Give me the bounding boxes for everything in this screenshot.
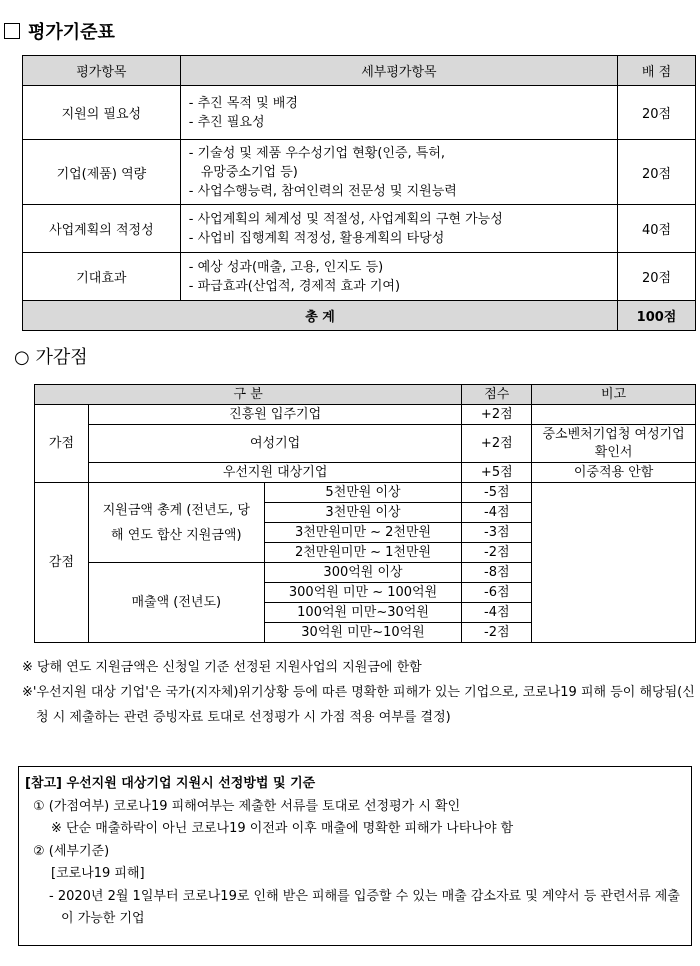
table-row: 100억원 미만~30억원 -4점	[35, 603, 696, 623]
table-row: 300억원 미만 ~ 100억원 -6점	[35, 583, 696, 603]
section2-title: ○ 가감점	[14, 347, 88, 368]
table-row: 3천만원 이상 -4점	[35, 503, 696, 523]
table-row: 우선지원 대상기업 +5점 이중적용 안함	[35, 463, 696, 483]
table-row: 여성기업 +2점 중소벤처기업청 여성기업 확인서	[35, 425, 696, 463]
section-title: 평가기준표	[4, 18, 115, 44]
table-row: 기업(제품) 역량 - 기술성 및 제품 우수성기업 현황(인증, 특허, 유망중소기업 등) - 사업수행능력, 참여인력의 전문성 및 지원능력 20점	[23, 140, 696, 205]
table-row: 감점 지원금액 총계 (전년도, 당해 연도 합산 지원금액) 5천만원 이상 -5점	[35, 483, 696, 503]
table-row: 3천만원미만 ~ 2천만원 -3점	[35, 523, 696, 543]
header-details: 세부평가항목	[180, 56, 617, 86]
note-1: ※ 당해 연도 지원금액은 신청일 기준 선정된 지원사업의 지원금에 한함	[22, 660, 422, 675]
evaluation-table	[22, 55, 696, 331]
table-row: 2천만원미만 ~ 1천만원 -2점	[35, 543, 696, 563]
notes	[22, 655, 696, 730]
table-row: 매출액 (전년도) 300억원 이상 -8점	[35, 563, 696, 583]
table-row: 30억원 미만~10억원 -2점	[35, 623, 696, 643]
header-item: 평가항목	[23, 56, 181, 86]
table-row: 기대효과 - 예상 성과(매출, 고용, 인지도 등) - 파급효과(산업적, 경제적 효과 기여) 20점	[23, 253, 696, 301]
header-score: 배 점	[618, 56, 696, 86]
reference-title: [참고] 우선지원 대상기업 지원시 선정방법 및 기준	[25, 776, 316, 791]
note-2: ※'우선지원 대상 기업'은 국가(지자체)위기상황 등에 따른 명확한 피해가 있는 기업으로, 코로나19 피해 등이 해당됨(신청 시 제출하는 관련 증빙자료 토대로 선정평가 시 가점 적용 여부를 결정)	[22, 685, 695, 725]
table-row: 가점 진흥원 입주기업 +2점	[35, 405, 696, 425]
table-header-row: 구 분 점수 비고	[35, 385, 696, 405]
checkbox-square-icon	[4, 23, 20, 39]
total-row: 총 계 100점	[23, 301, 696, 331]
table-row: 지원의 필요성 - 추진 목적 및 배경 - 추진 필요성 20점	[23, 86, 696, 140]
bonus-penalty-table	[34, 384, 696, 643]
table-header-row	[23, 56, 696, 86]
table-row: 사업계획의 적정성 - 사업계획의 체계성 및 적절성, 사업계획의 구현 가능성 - 사업비 집행계획 적정성, 활용계획의 타당성 40점	[23, 205, 696, 253]
reference-box: [참고] 우선지원 대상기업 지원시 선정방법 및 기준 ① (가점여부) 코로나19 피해여부는 제출한 서류를 토대로 선정평가 시 확인 ※ 단순 매출하락이 아닌 코로나19 이전과 이후 매출에 명확한 피해가 나타나야 함 ② (세부기준) [코로나19 피해] - 2020년 2월 1일부터 코로나19로 인해 받은 피해를 입증할 수 있는 매출 감소자료 및 계약서 등 관련서류 제출이 가능한 기업	[18, 766, 692, 946]
